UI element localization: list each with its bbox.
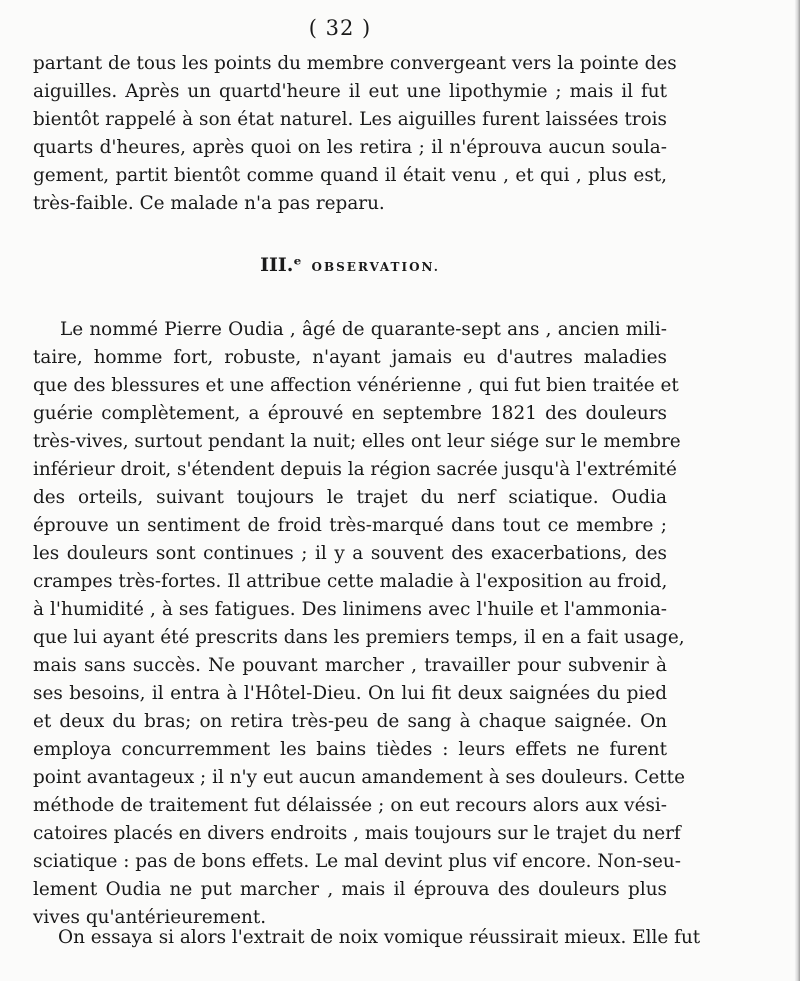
section-number: III.ᵉ	[260, 254, 302, 276]
text-line: et deux du bras; on retira très-peu de sang à chaque saignée. On	[33, 711, 667, 732]
text-line: vives qu'antérieurement.	[33, 907, 267, 928]
text-line: que lui ayant été prescrits dans les premiers temps, il en a fait usage,	[33, 627, 685, 648]
text-line: à l'humidité , à ses fatigues. Des linimens avec l'huile et l'ammonia-	[33, 599, 667, 620]
text-line: inférieur droit, s'étendent depuis la région sacrée jusqu'à l'extrémité	[33, 459, 677, 480]
section-heading	[0, 254, 700, 276]
text-line: taire, homme fort, robuste, n'ayant jamais eu d'autres maladies	[33, 347, 667, 368]
paragraph-3	[33, 924, 701, 952]
text-line: mais sans succès. Ne pouvant marcher , travailler pour subvenir à	[33, 655, 667, 676]
text-line: lement Oudia ne put marcher , mais il éprouva des douleurs plus	[33, 879, 667, 900]
text-line: Le nommé Pierre Oudia , âgé de quarante-sept ans , ancien mili-	[60, 319, 667, 340]
text-line: point avantageux ; il n'y eut aucun amandement à ses douleurs. Cette	[33, 767, 685, 788]
paragraph-1	[33, 50, 677, 218]
text-line: bientôt rappelé à son état naturel. Les aiguilles furent laissées trois	[33, 109, 667, 130]
text-line: gement, partit bientôt comme quand il était venu , et qui , plus est,	[33, 165, 667, 186]
page-number: ( 32 )	[308, 16, 372, 40]
text-line: sciatique : pas de bons effets. Le mal devint plus vif encore. Non-seu-	[33, 851, 681, 872]
text-line: très-faible. Ce malade n'a pas reparu.	[33, 193, 385, 214]
text-line: On essaya si alors l'extrait de noix vomique réussirait mieux. Elle fut	[58, 927, 701, 948]
text-line: guérie complètement, a éprouvé en septembre 1821 des douleurs	[33, 403, 667, 424]
text-line: les douleurs sont continues ; il y a souvent des exacerbations, des	[33, 543, 667, 564]
text-line: méthode de traitement fut délaissée ; on eut recours alors aux vési-	[33, 795, 667, 816]
text-line: très-vives, surtout pendant la nuit; elles ont leur siége sur le membre	[33, 431, 681, 452]
text-line: que des blessures et une affection vénérienne , qui fut bien traitée et	[33, 375, 679, 396]
text-line: ses besoins, il entra à l'Hôtel-Dieu. On lui fit deux saignées du pied	[33, 683, 667, 704]
text-line: des orteils, suivant toujours le trajet du nerf sciatique. Oudia	[33, 487, 667, 508]
text-line: aiguilles. Après un quartd'heure il eut une lipothymie ; mais il fut	[33, 81, 667, 102]
text-line: partant de tous les points du membre convergeant vers la pointe des	[33, 53, 677, 74]
text-line: crampes très-fortes. Il attribue cette maladie à l'exposition au froid,	[33, 571, 668, 592]
text-line: éprouve un sentiment de froid très-marqué dans tout ce membre ;	[33, 515, 667, 536]
text-line: catoires placés en divers endroits , mais toujours sur le trajet du nerf	[33, 823, 681, 844]
text-line: employa concurremment les bains tièdes : leurs effets ne furent	[33, 739, 667, 760]
page-edge-shadow	[794, 0, 800, 981]
text-line: quarts d'heures, après quoi on les retira ; il n'éprouva aucun soula-	[33, 137, 667, 158]
section-title: OBSERVATION.	[311, 260, 440, 274]
paragraph-2	[33, 316, 685, 932]
